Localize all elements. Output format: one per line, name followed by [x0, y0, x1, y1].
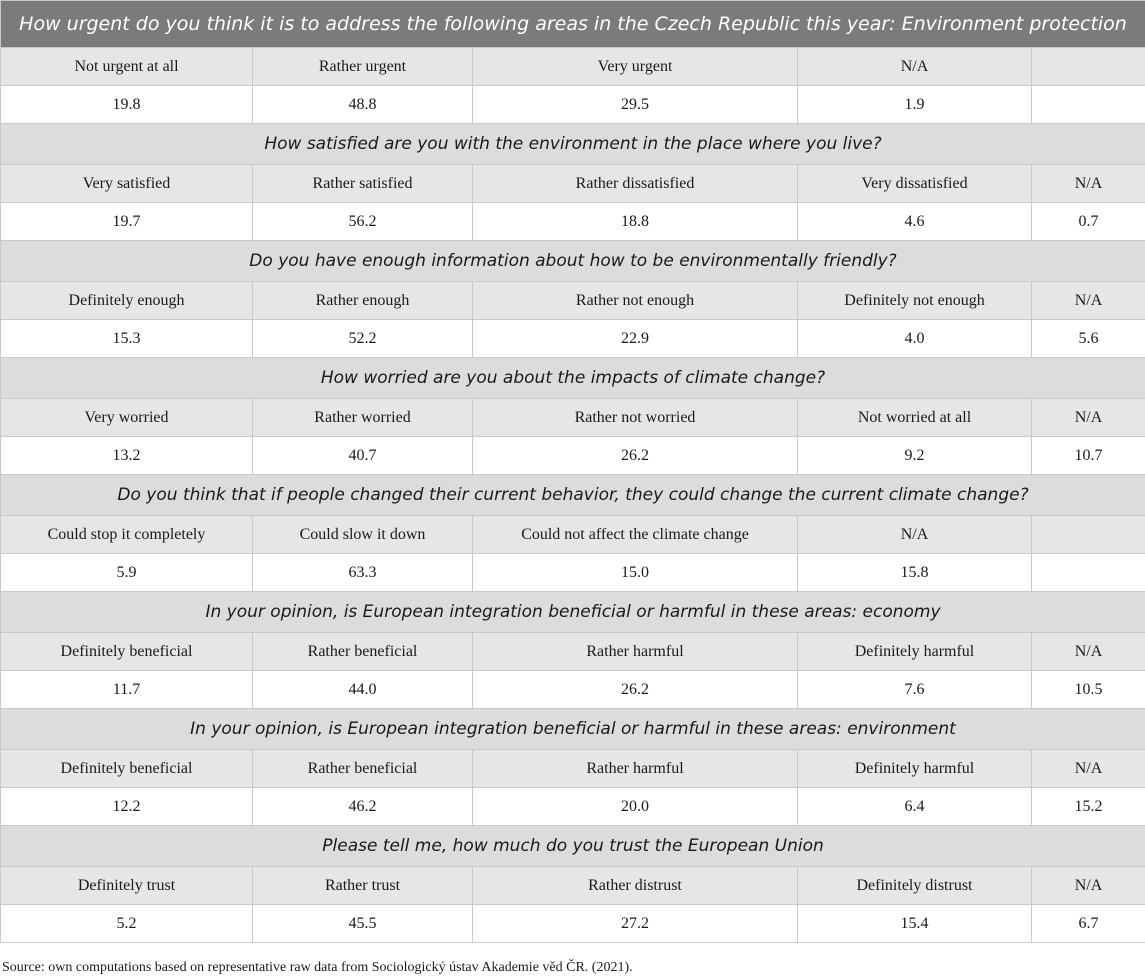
percentage-value: 15.2 — [1032, 788, 1145, 826]
answer-label: Rather worried — [253, 399, 473, 437]
question-text: How worried are you about the impacts of climate change? — [1, 358, 1145, 399]
question-row — [1, 475, 1145, 516]
answer-labels-row — [1, 633, 1145, 671]
answer-label: Not urgent at all — [1, 48, 253, 86]
percentages-row — [1, 554, 1145, 592]
question-text: How urgent do you think it is to address the following areas in the Czech Republic this year: Environment protection — [1, 1, 1145, 48]
percentage-value: 48.8 — [253, 86, 473, 124]
answer-label: Rather enough — [253, 282, 473, 320]
percentage-value: 7.6 — [798, 671, 1032, 709]
percentage-value: 10.7 — [1032, 437, 1145, 475]
answer-label: Very dissatisfied — [798, 165, 1032, 203]
answer-label — [1032, 48, 1145, 86]
answer-label: Rather satisfied — [253, 165, 473, 203]
percentage-value: 10.5 — [1032, 671, 1145, 709]
answer-label: Rather beneficial — [253, 633, 473, 671]
percentage-value: 5.2 — [1, 905, 253, 943]
percentage-value: 5.9 — [1, 554, 253, 592]
percentage-value: 63.3 — [253, 554, 473, 592]
percentage-value: 18.8 — [473, 203, 798, 241]
percentage-value: 4.0 — [798, 320, 1032, 358]
answer-label: Rather not worried — [473, 399, 798, 437]
answer-label: Very worried — [1, 399, 253, 437]
answer-label: N/A — [1032, 633, 1145, 671]
answer-label: Definitely enough — [1, 282, 253, 320]
percentage-value: 13.2 — [1, 437, 253, 475]
percentage-value: 52.2 — [253, 320, 473, 358]
answer-label: Could slow it down — [253, 516, 473, 554]
source-note: Source: own computations based on representative raw data from Sociologický ústav Akademie věd ČR. (2021). — [2, 960, 633, 975]
percentage-value: 1.9 — [798, 86, 1032, 124]
answer-labels-row — [1, 282, 1145, 320]
question-text: In your opinion, is European integration beneficial or harmful in these areas: environment — [1, 709, 1145, 750]
percentage-value: 22.9 — [473, 320, 798, 358]
question-row — [1, 592, 1145, 633]
answer-label: Rather urgent — [253, 48, 473, 86]
answer-label: Could not affect the climate change — [473, 516, 798, 554]
question-row — [1, 241, 1145, 282]
percentage-value: 12.2 — [1, 788, 253, 826]
percentages-row — [1, 905, 1145, 943]
question-row — [1, 709, 1145, 750]
answer-label: Definitely harmful — [798, 750, 1032, 788]
percentage-value: 0.7 — [1032, 203, 1145, 241]
answer-labels-row — [1, 750, 1145, 788]
percentages-row — [1, 788, 1145, 826]
answer-label: Rather dissatisfied — [473, 165, 798, 203]
question-text: Do you have enough information about how to be environmentally friendly? — [1, 241, 1145, 282]
answer-label: N/A — [1032, 750, 1145, 788]
percentage-value: 15.0 — [473, 554, 798, 592]
percentage-value: 19.8 — [1, 86, 253, 124]
question-text: Please tell me, how much do you trust the European Union — [1, 826, 1145, 867]
percentage-value: 6.4 — [798, 788, 1032, 826]
question-text: How satisfied are you with the environment in the place where you live? — [1, 124, 1145, 165]
answer-label: N/A — [798, 516, 1032, 554]
percentage-value — [1032, 554, 1145, 592]
answer-label: N/A — [798, 48, 1032, 86]
percentage-value: 46.2 — [253, 788, 473, 826]
answer-label: Rather distrust — [473, 867, 798, 905]
percentage-value: 44.0 — [253, 671, 473, 709]
answer-label: N/A — [1032, 399, 1145, 437]
percentage-value: 15.4 — [798, 905, 1032, 943]
answer-label: Definitely trust — [1, 867, 253, 905]
answer-label: Not worried at all — [798, 399, 1032, 437]
answer-label: Rather not enough — [473, 282, 798, 320]
percentage-value: 40.7 — [253, 437, 473, 475]
percentage-value: 45.5 — [253, 905, 473, 943]
answer-label: Definitely harmful — [798, 633, 1032, 671]
answer-label: Definitely not enough — [798, 282, 1032, 320]
answer-label: Rather trust — [253, 867, 473, 905]
percentage-value: 26.2 — [473, 437, 798, 475]
percentage-value: 26.2 — [473, 671, 798, 709]
percentage-value: 56.2 — [253, 203, 473, 241]
answer-label: Definitely beneficial — [1, 750, 253, 788]
percentage-value: 29.5 — [473, 86, 798, 124]
answer-labels-row — [1, 165, 1145, 203]
percentage-value — [1032, 86, 1145, 124]
answer-label: Very satisfied — [1, 165, 253, 203]
question-row — [1, 358, 1145, 399]
question-row — [1, 1, 1145, 48]
question-text: In your opinion, is European integration beneficial or harmful in these areas: economy — [1, 592, 1145, 633]
percentages-row — [1, 203, 1145, 241]
question-row — [1, 124, 1145, 165]
percentage-value: 20.0 — [473, 788, 798, 826]
answer-label: Could stop it completely — [1, 516, 253, 554]
percentage-value: 15.8 — [798, 554, 1032, 592]
percentage-value: 9.2 — [798, 437, 1032, 475]
question-row — [1, 826, 1145, 867]
percentage-value: 19.7 — [1, 203, 253, 241]
answer-labels-row — [1, 399, 1145, 437]
answer-label: Very urgent — [473, 48, 798, 86]
percentages-row — [1, 671, 1145, 709]
percentages-row — [1, 86, 1145, 124]
answer-label: N/A — [1032, 165, 1145, 203]
answer-label: N/A — [1032, 282, 1145, 320]
percentage-value: 27.2 — [473, 905, 798, 943]
percentages-row — [1, 320, 1145, 358]
answer-label: Definitely distrust — [798, 867, 1032, 905]
percentages-row — [1, 437, 1145, 475]
percentage-value: 5.6 — [1032, 320, 1145, 358]
answer-label: Rather harmful — [473, 633, 798, 671]
answer-label: N/A — [1032, 867, 1145, 905]
answer-labels-row — [1, 867, 1145, 905]
answer-label: Rather harmful — [473, 750, 798, 788]
percentage-value: 11.7 — [1, 671, 253, 709]
percentage-value: 4.6 — [798, 203, 1032, 241]
answer-label — [1032, 516, 1145, 554]
answer-labels-row — [1, 516, 1145, 554]
question-text: Do you think that if people changed their current behavior, they could change the current climate change? — [1, 475, 1145, 516]
answer-label: Rather beneficial — [253, 750, 473, 788]
percentage-value: 6.7 — [1032, 905, 1145, 943]
answer-labels-row — [1, 48, 1145, 86]
percentage-value: 15.3 — [1, 320, 253, 358]
answer-label: Definitely beneficial — [1, 633, 253, 671]
